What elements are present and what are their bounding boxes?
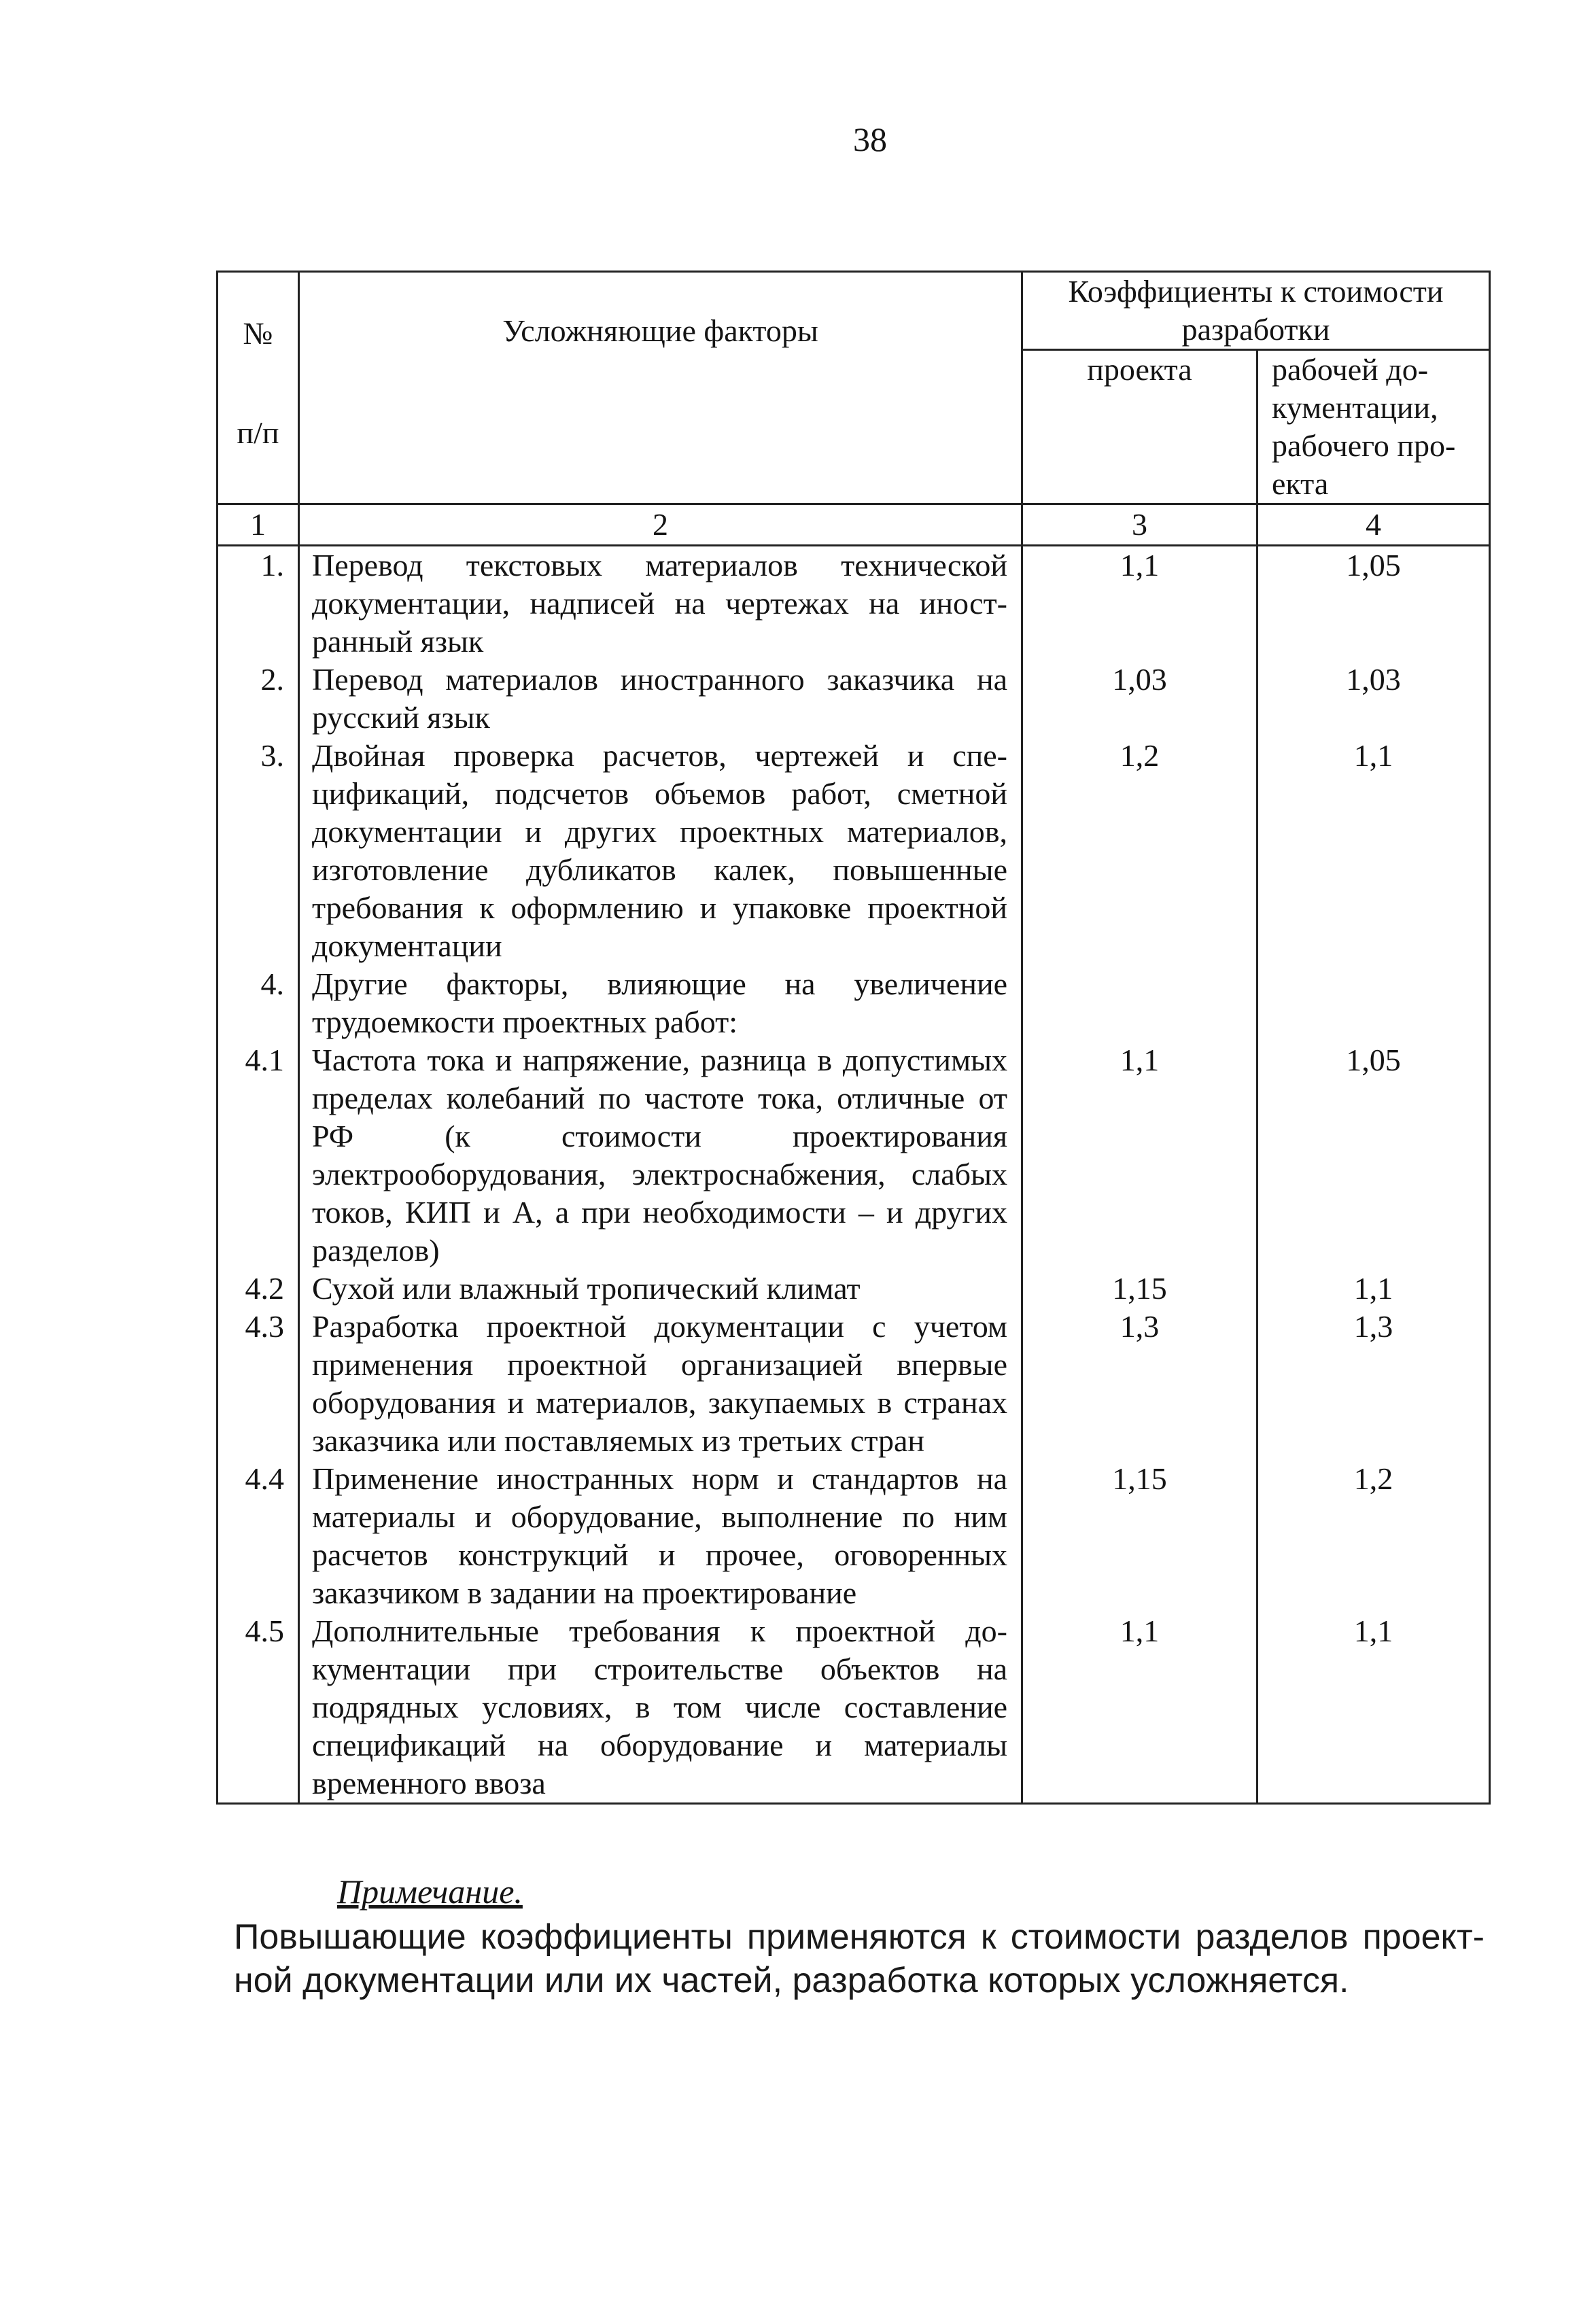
header-working-docs: рабочей документации, рабочего проекта xyxy=(1257,350,1490,504)
row-number: 4.2 xyxy=(218,1270,299,1308)
row-project-coef: 1,3 xyxy=(1022,1308,1257,1460)
row-project-coef xyxy=(1022,965,1257,1041)
row-project-coef: 1,2 xyxy=(1022,737,1257,965)
header-number-pp: п/п xyxy=(237,415,279,450)
table-row xyxy=(218,1612,1490,1804)
row-factor-text: Перевод материалов иностранного заказчика на русский язык xyxy=(299,661,1022,737)
column-number: 4 xyxy=(1257,504,1490,546)
row-project-coef: 1,1 xyxy=(1022,1612,1257,1804)
table-row xyxy=(218,737,1490,965)
row-factor-text: Применение иностранных норм и стандартов на материалы и оборудование, выполнение по ним расчетов конструкций и прочее, оговоренных заказчиком в задании на проектирование xyxy=(299,1460,1022,1612)
row-number: 4.1 xyxy=(218,1041,299,1270)
row-project-coef: 1,1 xyxy=(1022,546,1257,661)
row-working-coef: 1,03 xyxy=(1257,661,1490,737)
header-project: проекта xyxy=(1022,350,1257,504)
row-number: 1. xyxy=(218,546,299,661)
row-number: 3. xyxy=(218,737,299,965)
row-project-coef: 1,15 xyxy=(1022,1270,1257,1308)
table-row xyxy=(218,1270,1490,1308)
row-factor-text: Другие факторы, влияющие на увеличение трудоемкости проектных работ: xyxy=(299,965,1022,1041)
table-row xyxy=(218,1460,1490,1612)
header-coefficients: Коэффициенты к стоимости разработки xyxy=(1022,272,1490,350)
row-number: 4.4 xyxy=(218,1460,299,1612)
header-number xyxy=(218,272,299,504)
row-factor-text: Сухой или влажный тропический климат xyxy=(299,1270,1022,1308)
header-number-sign: № xyxy=(243,316,273,351)
row-working-coef: 1,1 xyxy=(1257,1270,1490,1308)
row-factor-text: Дополнительные требования к проектной документации при строительстве объектов на подрядных условиях, в том числе составление спецификаций на оборудование и материалы временного ввоза xyxy=(299,1612,1022,1804)
column-number: 3 xyxy=(1022,504,1257,546)
row-number: 4.3 xyxy=(218,1308,299,1460)
note-title: Примечание. xyxy=(337,1872,523,1911)
row-working-coef: 1,1 xyxy=(1257,737,1490,965)
row-project-coef: 1,15 xyxy=(1022,1460,1257,1612)
row-factor-text: Двойная проверка расчетов, чертежей и спецификаций, подсчетов объемов работ, сметной документации и других проектных материалов, изготовление дубликатов калек, повышенные требования к оформлению и упаковке проектной документации xyxy=(299,737,1022,965)
table-row xyxy=(218,661,1490,737)
table-row xyxy=(218,1308,1490,1460)
row-working-coef: 1,05 xyxy=(1257,1041,1490,1270)
row-number: 4. xyxy=(218,965,299,1041)
row-working-coef: 1,3 xyxy=(1257,1308,1490,1460)
row-number: 4.5 xyxy=(218,1612,299,1804)
column-number-row xyxy=(218,504,1490,546)
row-factor-text: Перевод текстовых материалов технической документации, надписей на чертежах на иностранный язык xyxy=(299,546,1022,661)
table-row xyxy=(218,965,1490,1041)
header-factors: Усложняющие факторы xyxy=(299,272,1022,504)
column-number: 1 xyxy=(218,504,299,546)
row-project-coef: 1,1 xyxy=(1022,1041,1257,1270)
row-factor-text: Частота тока и напряжение, разница в допустимых пределах колебаний по частоте тока, отличные от РФ (к стоимости проектирования электрооборудования, электроснабжения, слабых токов, КИП и А, а при необходимости – и других разделов) xyxy=(299,1041,1022,1270)
table-row xyxy=(218,546,1490,661)
row-number: 2. xyxy=(218,661,299,737)
row-project-coef: 1,03 xyxy=(1022,661,1257,737)
complicating-factors-table xyxy=(216,271,1491,1805)
page-number: 38 xyxy=(853,120,887,158)
row-working-coef xyxy=(1257,965,1490,1041)
row-working-coef: 1,2 xyxy=(1257,1460,1490,1612)
row-factor-text: Разработка проектной документации с учетом применения проектной организацией впервые оборудования и материалов, закупаемых в странах заказчика или поставляемых из третьих стран xyxy=(299,1308,1022,1460)
row-working-coef: 1,05 xyxy=(1257,546,1490,661)
column-number: 2 xyxy=(299,504,1022,546)
note-text: Повышающие коэффициенты применяются к стоимости разделов проектной документации или их частей, разработка которых усложняется. xyxy=(234,1917,1485,2000)
row-working-coef: 1,1 xyxy=(1257,1612,1490,1804)
table-row xyxy=(218,1041,1490,1270)
